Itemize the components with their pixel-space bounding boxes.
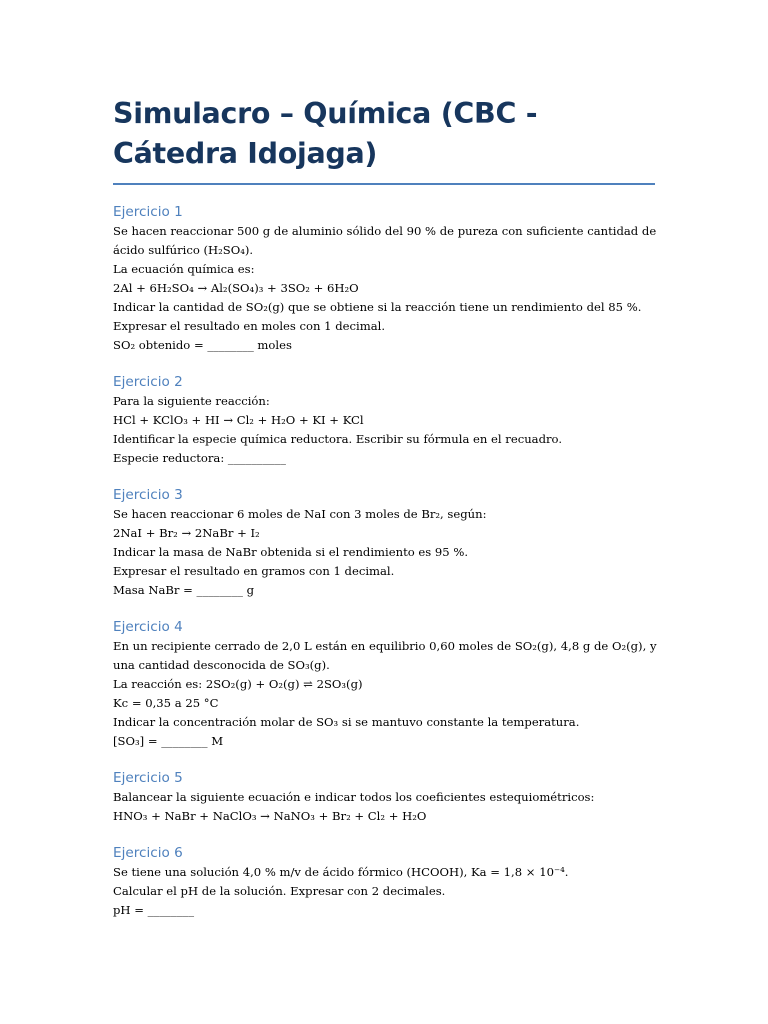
exercise-line: ácido sulfúrico (H₂SO₄). xyxy=(113,243,254,257)
exercise-heading: Ejercicio 4 xyxy=(113,619,183,635)
exercise-heading: Ejercicio 1 xyxy=(113,204,183,220)
exercise-5 xyxy=(113,768,658,826)
exercise-line: Balancear la siguiente ecuación e indicar todos los coeficientes estequiométricos: xyxy=(113,790,595,804)
exercise-line: La ecuación química es: xyxy=(113,262,255,276)
answer-blank: Especie reductora: __________ xyxy=(113,451,286,465)
exercise-line: Kc = 0,35 a 25 °C xyxy=(113,696,219,710)
exercise-line: Indicar la cantidad de SO₂(g) que se obtiene si la reacción tiene un rendimiento del 85 %. xyxy=(113,300,642,314)
exercise-line: Se hacen reaccionar 500 g de aluminio sólido del 90 % de pureza con suficiente cantidad de xyxy=(113,224,657,238)
title-block xyxy=(113,94,655,185)
exercise-line: Indicar la concentración molar de SO₃ si se mantuvo constante la temperatura. xyxy=(113,715,580,729)
exercise-line: Para la siguiente reacción: xyxy=(113,394,270,408)
exercise-line: Se tiene una solución 4,0 % m/v de ácido fórmico (HCOOH), Ka = 1,8 × 10⁻⁴. xyxy=(113,865,569,879)
answer-blank: pH = ________ xyxy=(113,903,194,917)
exercise-line: Calcular el pH de la solución. Expresar con 2 decimales. xyxy=(113,884,446,898)
exercise-list xyxy=(113,202,658,937)
exercise-line: Se hacen reaccionar 6 moles de NaI con 3 moles de Br₂, según: xyxy=(113,507,487,521)
exercise-line: Expresar el resultado en moles con 1 decimal. xyxy=(113,319,386,333)
exercise-3 xyxy=(113,485,658,600)
answer-blank: Masa NaBr = ________ g xyxy=(113,583,255,597)
chemical-equation: HNO₃ + NaBr + NaClO₃ → NaNO₃ + Br₂ + Cl₂ + H₂O xyxy=(113,809,427,823)
chemical-equation: HCl + KClO₃ + HI → Cl₂ + H₂O + KI + KCl xyxy=(113,413,364,427)
exercise-line: una cantidad desconocida de SO₃(g). xyxy=(113,658,330,672)
exercise-4 xyxy=(113,617,658,751)
exercise-heading: Ejercicio 6 xyxy=(113,845,183,861)
exercise-2 xyxy=(113,372,658,468)
answer-blank: [SO₃] = ________ M xyxy=(113,734,224,748)
chemical-equation: La reacción es: 2SO₂(g) + O₂(g) ⇌ 2SO₃(g) xyxy=(113,677,363,691)
exercise-heading: Ejercicio 2 xyxy=(113,374,183,390)
exercise-line: Expresar el resultado en gramos con 1 decimal. xyxy=(113,564,395,578)
chemical-equation: 2NaI + Br₂ → 2NaBr + I₂ xyxy=(113,526,260,540)
page-title: Simulacro – Química (CBC - Cátedra Idojaga) xyxy=(113,97,538,170)
exercise-heading: Ejercicio 5 xyxy=(113,770,183,786)
chemical-equation: 2Al + 6H₂SO₄ → Al₂(SO₄)₃ + 3SO₂ + 6H₂O xyxy=(113,281,359,295)
exercise-line: Identificar la especie química reductora. Escribir su fórmula en el recuadro. xyxy=(113,432,563,446)
exercise-line: En un recipiente cerrado de 2,0 L están en equilibrio 0,60 moles de SO₂(g), 4,8 g de O₂(g), y xyxy=(113,639,657,653)
answer-blank: SO₂ obtenido = ________ moles xyxy=(113,338,292,352)
exercise-line: Indicar la masa de NaBr obtenida si el rendimiento es 95 %. xyxy=(113,545,469,559)
exercise-heading: Ejercicio 3 xyxy=(113,487,183,503)
exercise-1 xyxy=(113,202,658,355)
title-underline xyxy=(113,183,655,185)
exercise-6 xyxy=(113,843,658,920)
